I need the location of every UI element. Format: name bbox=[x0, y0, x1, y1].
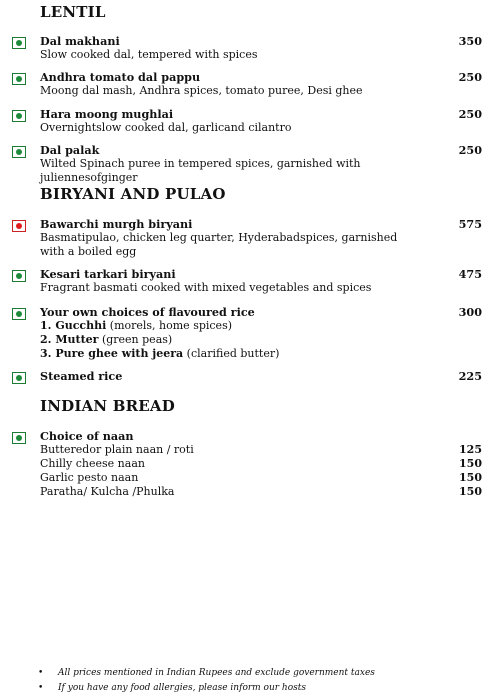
veg-icon bbox=[12, 110, 26, 122]
item-description: Fragrant basmati cooked with mixed vegetables and spices bbox=[40, 281, 372, 294]
rice-choice-gucchhi bbox=[40, 319, 232, 332]
item-description: Slow cooked dal, tempered with spices bbox=[40, 48, 258, 61]
rice-choice-mutter bbox=[40, 333, 172, 346]
choice-detail: (clarified butter) bbox=[183, 347, 280, 360]
item-price: 250 bbox=[458, 70, 482, 84]
naan-option bbox=[40, 471, 482, 485]
choice-name: 3. Pure ghee with jeera bbox=[40, 347, 184, 360]
veg-icon bbox=[12, 308, 26, 320]
note-prices bbox=[38, 668, 375, 683]
veg-icon bbox=[12, 432, 26, 444]
item-price: 350 bbox=[458, 34, 482, 48]
item-price: 250 bbox=[458, 143, 482, 157]
section-title-lentil: LENTIL bbox=[40, 3, 106, 21]
non-veg-icon bbox=[12, 220, 26, 232]
bullet-icon: • bbox=[38, 668, 44, 678]
footer-notes bbox=[38, 668, 375, 698]
item-description: Overnightslow cooked dal, garlicand cilantro bbox=[40, 121, 292, 134]
item-description: Moong dal mash, Andhra spices, tomato puree, Desi ghee bbox=[40, 84, 363, 97]
item-name: Bawarchi murgh biryani bbox=[40, 217, 193, 231]
veg-icon bbox=[12, 270, 26, 282]
note-allergies bbox=[38, 683, 375, 698]
item-name: Dal makhani bbox=[40, 34, 120, 48]
veg-icon bbox=[12, 146, 26, 158]
item-name: Your own choices of flavoured rice bbox=[40, 305, 255, 319]
naan-option bbox=[40, 443, 482, 457]
veg-icon bbox=[12, 37, 26, 49]
option-price: 150 bbox=[459, 485, 482, 498]
item-description: Basmatipulao, chicken leg quarter, Hyderabadspices, garnished with a boiled egg bbox=[40, 231, 398, 258]
section-title-biryani: BIRYANI AND PULAO bbox=[40, 185, 226, 203]
item-price: 300 bbox=[458, 305, 482, 319]
option-price: 150 bbox=[459, 471, 482, 484]
item-price: 475 bbox=[458, 267, 482, 281]
menu-item-flavoured-rice bbox=[10, 305, 490, 365]
option-name: Butteredor plain naan / roti bbox=[40, 443, 194, 456]
item-price: 575 bbox=[458, 217, 482, 231]
naan-option bbox=[40, 485, 482, 499]
choice-name: 2. Mutter bbox=[40, 333, 99, 346]
item-name: Steamed rice bbox=[40, 369, 123, 383]
item-price: 225 bbox=[458, 369, 482, 383]
section-title-indian-bread: INDIAN BREAD bbox=[40, 397, 175, 415]
option-price: 125 bbox=[459, 443, 482, 456]
item-description: Wilted Spinach puree in tempered spices, garnished with juliennesofginger bbox=[40, 157, 361, 184]
veg-icon bbox=[12, 73, 26, 85]
choice-detail: (morels, home spices) bbox=[106, 319, 233, 332]
note-text: If you have any food allergies, please inform our hosts bbox=[58, 683, 307, 693]
option-name: Paratha/ Kulcha /Phulka bbox=[40, 485, 175, 498]
note-text: All prices mentioned in Indian Rupees and exclude government taxes bbox=[58, 668, 375, 678]
item-name: Dal palak bbox=[40, 143, 100, 157]
item-name: Andhra tomato dal pappu bbox=[40, 70, 201, 84]
bullet-icon: • bbox=[38, 683, 44, 693]
veg-icon bbox=[12, 372, 26, 384]
choice-name: 1. Gucchhi bbox=[40, 319, 107, 332]
item-name: Kesari tarkari biryani bbox=[40, 267, 176, 281]
option-name: Garlic pesto naan bbox=[40, 471, 139, 484]
naan-option bbox=[40, 457, 482, 471]
choice-detail: (green peas) bbox=[98, 333, 173, 346]
option-price: 150 bbox=[459, 457, 482, 470]
option-name: Chilly cheese naan bbox=[40, 457, 145, 470]
rice-choice-jeera bbox=[40, 347, 279, 360]
item-name: Hara moong mughlai bbox=[40, 107, 174, 121]
item-price: 250 bbox=[458, 107, 482, 121]
item-name: Choice of naan bbox=[40, 429, 134, 443]
